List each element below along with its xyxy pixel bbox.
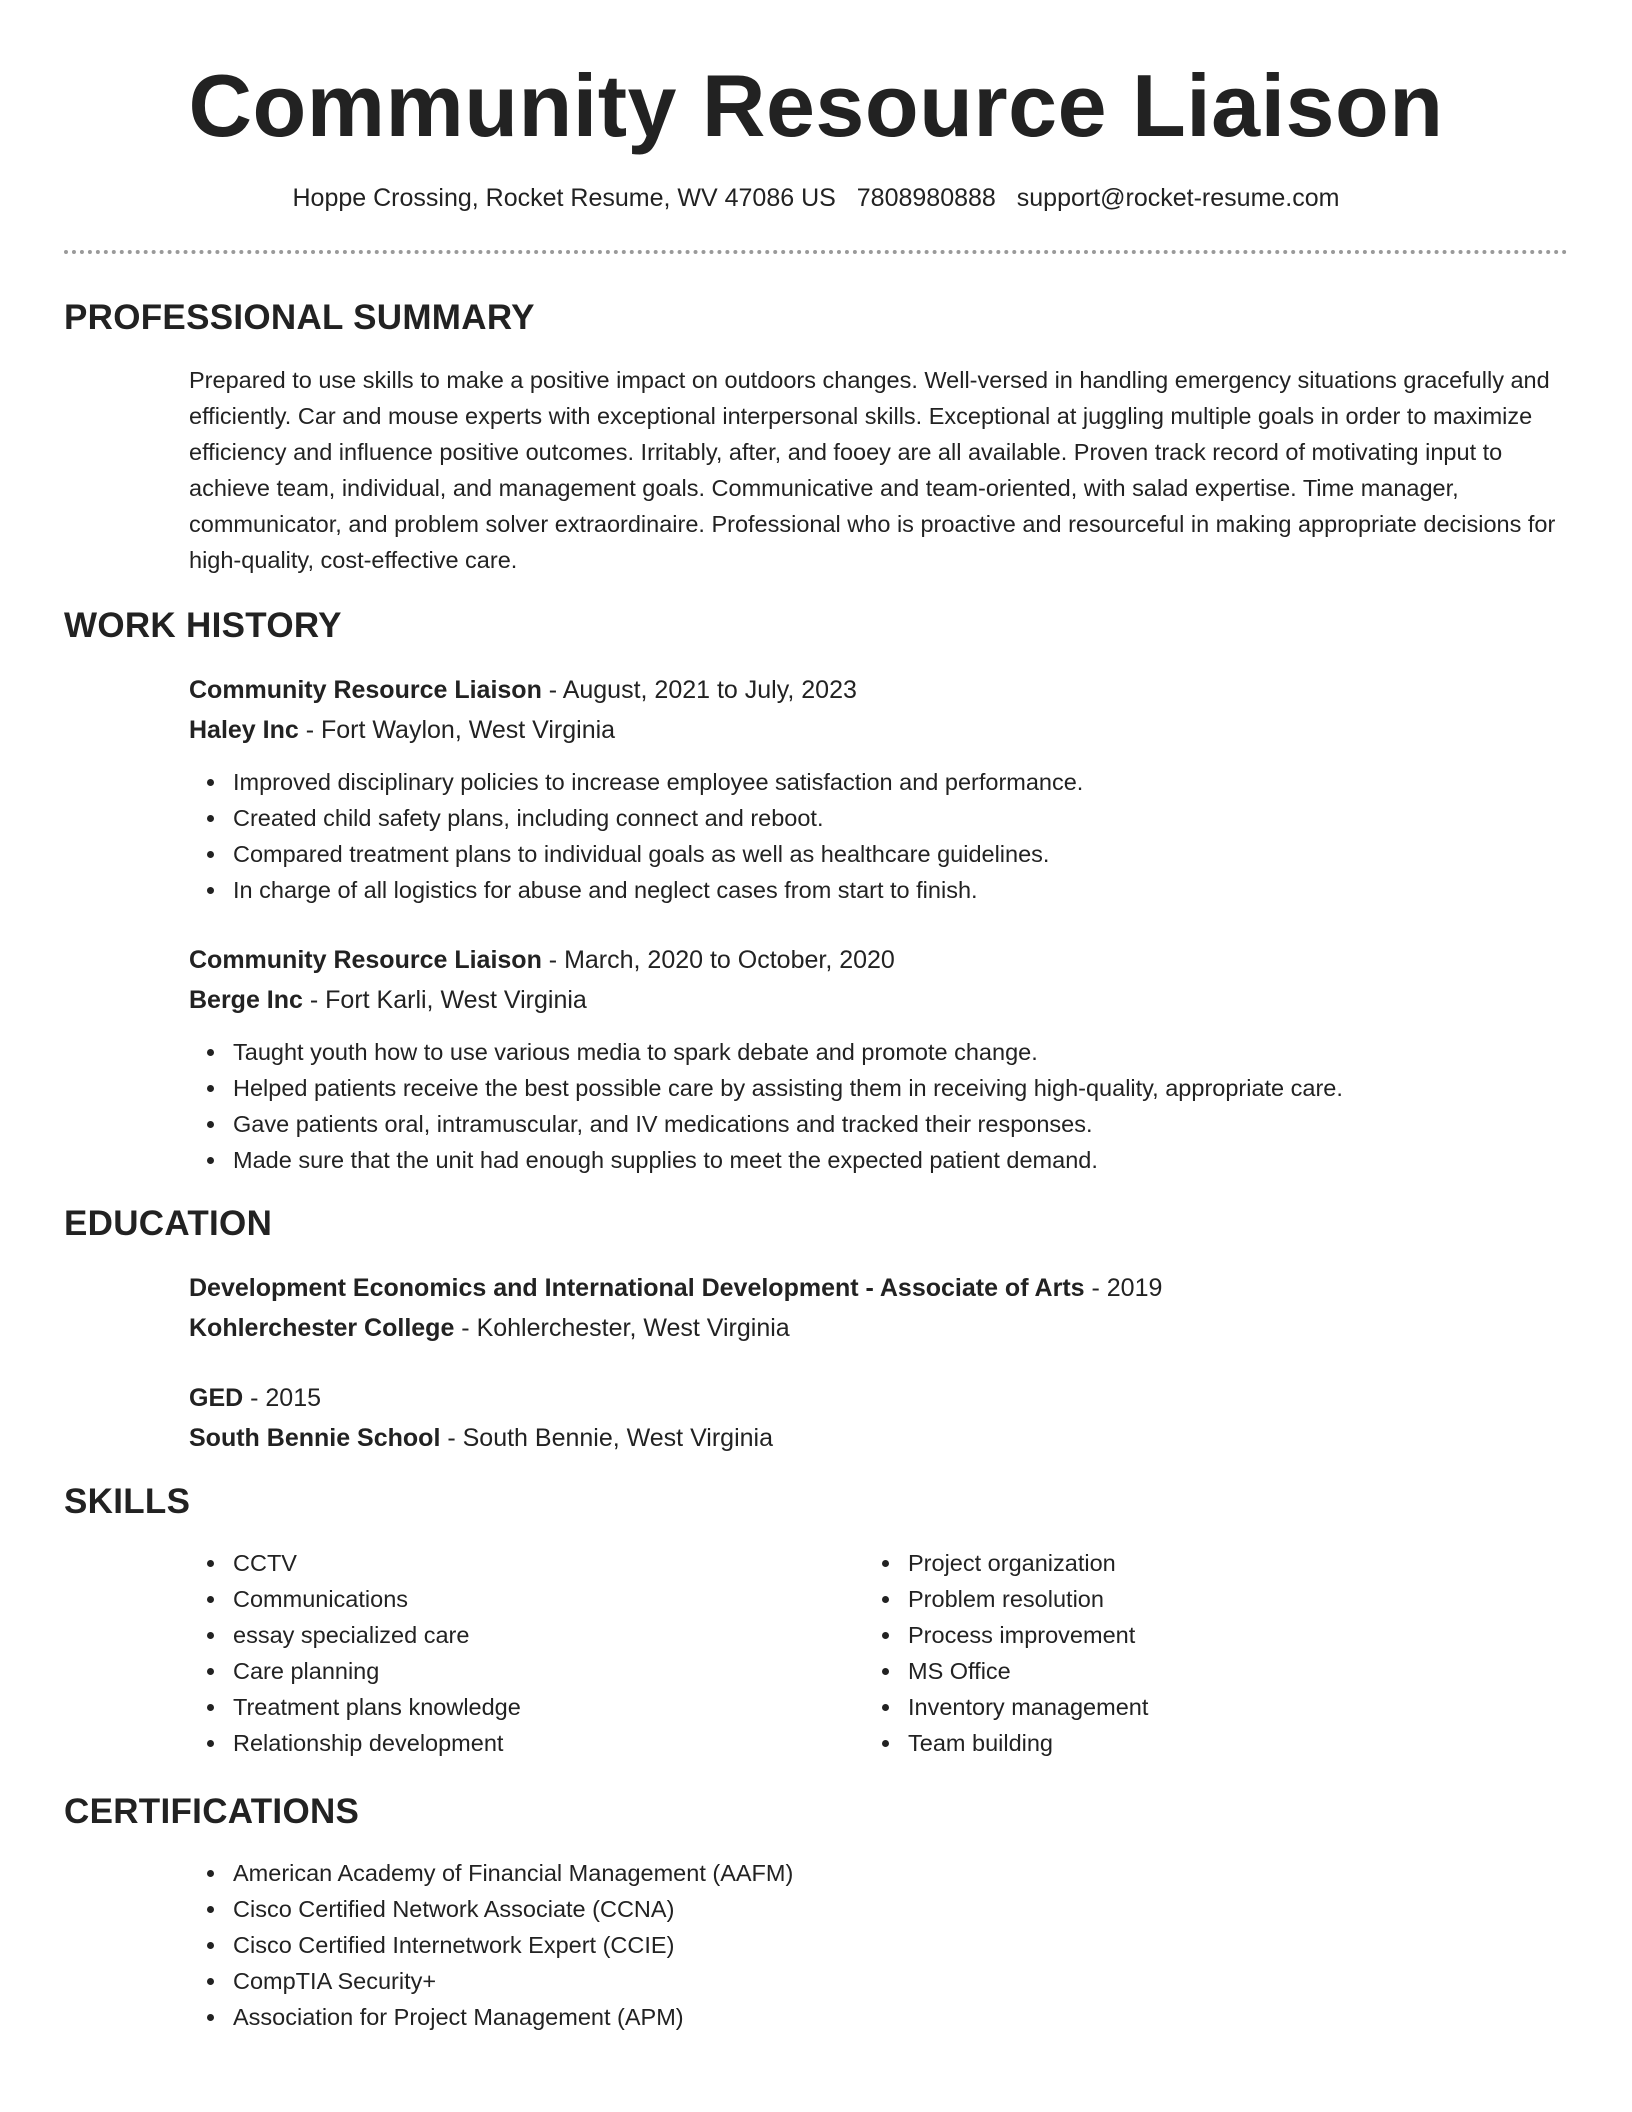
job-title-line [189,940,1569,980]
contact-phone: 7808980888 [856,184,996,212]
education-location: - Kohlerchester, West Virginia [454,1314,790,1342]
skill-item: Project organization [864,1545,1504,1581]
skill-item: Relationship development [189,1725,829,1761]
header-divider [64,250,1568,254]
job-role: Community Resource Liaison [189,676,542,704]
education-school: South Bennie School [189,1424,441,1452]
job-title-line [189,670,1569,710]
education-school-line [189,1418,1569,1458]
job-location: - Fort Waylon, West Virginia [298,716,616,744]
job-bullet: Compared treatment plans to individual goals as well as healthcare guidelines. [189,836,1569,872]
job-dates: - August, 2021 to July, 2023 [541,676,857,704]
education-degree: GED [189,1384,244,1412]
job-bullet: Created child safety plans, including connect and reboot. [189,800,1569,836]
job-bullet: Improved disciplinary policies to increase employee satisfaction and performance. [189,764,1569,800]
skills-list-left [189,1545,829,1761]
job-entry [189,940,1569,1020]
education-location: - South Bennie, West Virginia [440,1424,773,1452]
skill-item: Team building [864,1725,1504,1761]
skill-item: Inventory management [864,1689,1504,1725]
job-company: Haley Inc [189,716,299,744]
education-school: Kohlerchester College [189,1314,455,1342]
certification-item: Cisco Certified Network Associate (CCNA) [189,1891,1569,1927]
skill-item: essay specialized care [189,1617,829,1653]
section-title-summary: PROFESSIONAL SUMMARY [64,298,535,337]
job-company: Berge Inc [189,986,303,1014]
resume-name: Community Resource Liaison [188,56,1444,155]
education-year: - 2015 [243,1384,322,1412]
education-degree-line [189,1378,1569,1418]
education-entry [189,1378,1569,1458]
job-bullet-list [189,1034,1569,1178]
education-entry [189,1268,1569,1348]
job-bullet: Made sure that the unit had enough supplies to meet the expected patient demand. [189,1142,1569,1178]
section-title-skills: SKILLS [64,1482,191,1521]
contact-address: Hoppe Crossing, Rocket Resume, WV 47086 US [292,184,836,212]
job-dates: - March, 2020 to October, 2020 [541,946,895,974]
contact-email: support@rocket-resume.com [1016,184,1340,212]
certification-item: Association for Project Management (APM) [189,1999,1569,2035]
job-bullet-list [189,764,1569,908]
skill-item: CCTV [189,1545,829,1581]
skill-item: Treatment plans knowledge [189,1689,829,1725]
certification-item: American Academy of Financial Management (AAFM) [189,1855,1569,1891]
skills-list-right [864,1545,1504,1761]
skill-item: Process improvement [864,1617,1504,1653]
summary-text: Prepared to use skills to make a positive impact on outdoors changes. Well-versed in handling emergency situations gracefully and efficiently. Car and mouse experts with exceptional interpersonal skills. Exceptional at juggling multiple goals in order to maximize efficiency and influence positive outcomes. Irritably, after, and fooey are all available. Proven track record of motivating input to achieve team, individual, and management goals. Communicative and team-oriented, with salad expertise. Time manager, communicator, and problem solver extraordinaire. Professional who is proactive and resourceful in making appropriate decisions for high-quality, cost-effective care. [189,367,1556,573]
section-title-education: EDUCATION [64,1204,273,1243]
job-company-line [189,710,1569,750]
skill-item: Care planning [189,1653,829,1689]
education-school-line [189,1308,1569,1348]
section-title-work-history: WORK HISTORY [64,606,342,645]
job-entry [189,670,1569,750]
job-role: Community Resource Liaison [189,946,542,974]
job-bullet: Gave patients oral, intramuscular, and IV medications and tracked their responses. [189,1106,1569,1142]
skill-item: Communications [189,1581,829,1617]
job-company-line [189,980,1569,1020]
job-bullet: Helped patients receive the best possible care by assisting them in receiving high-quality, appropriate care. [189,1070,1569,1106]
certifications-list [189,1855,1569,2035]
skill-item: MS Office [864,1653,1504,1689]
job-bullet: In charge of all logistics for abuse and neglect cases from start to finish. [189,872,1569,908]
job-bullet: Taught youth how to use various media to spark debate and promote change. [189,1034,1569,1070]
certification-item: CompTIA Security+ [189,1963,1569,1999]
education-year: - 2019 [1084,1274,1163,1302]
education-degree: Development Economics and International Development - Associate of Arts [189,1274,1085,1302]
contact-line [0,182,1632,214]
skill-item: Problem resolution [864,1581,1504,1617]
job-location: - Fort Karli, West Virginia [302,986,587,1014]
certification-item: Cisco Certified Internetwork Expert (CCIE) [189,1927,1569,1963]
education-degree-line [189,1268,1569,1308]
section-title-certifications: CERTIFICATIONS [64,1792,360,1831]
